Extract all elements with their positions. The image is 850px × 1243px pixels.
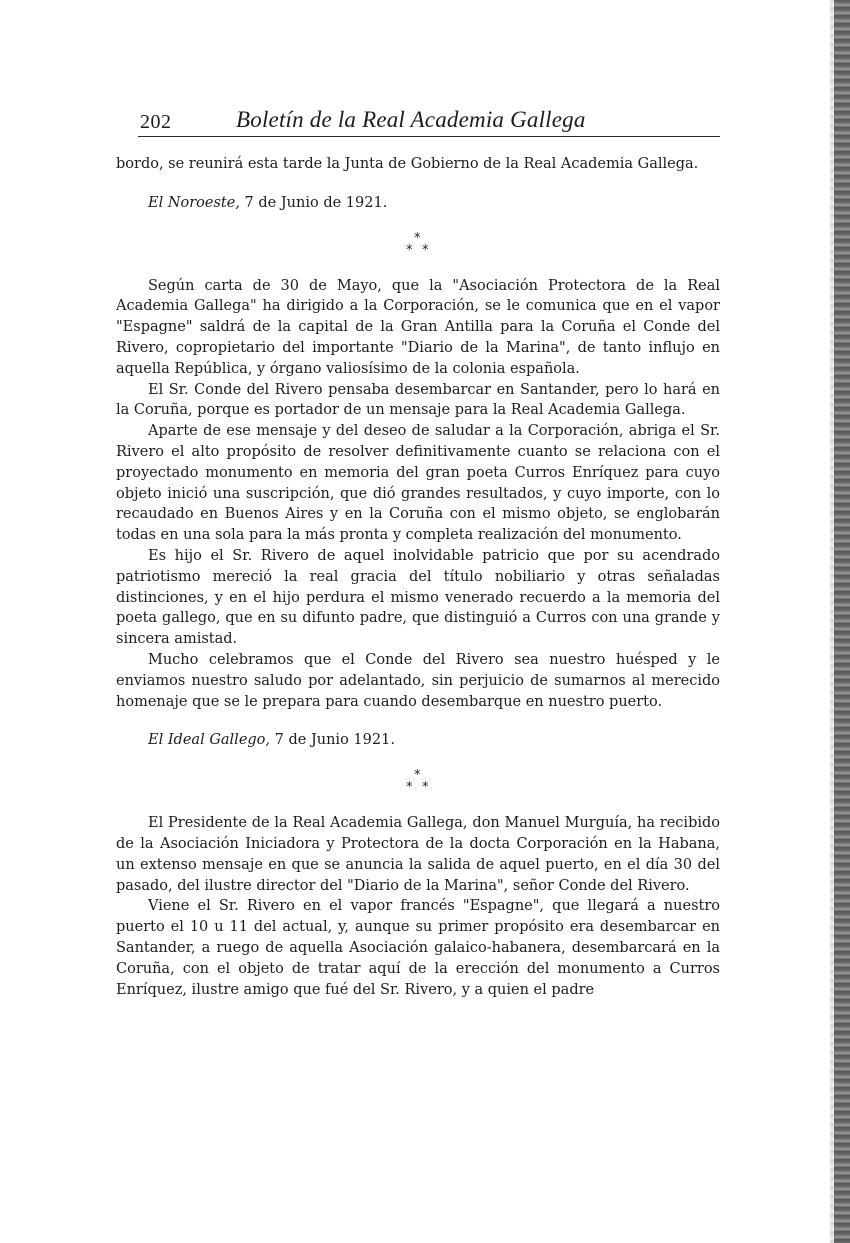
section-divider-asterisks bbox=[116, 767, 720, 797]
source-citation bbox=[116, 193, 720, 214]
newspaper-name: El Ideal Gallego, bbox=[148, 732, 271, 749]
section-divider-asterisks bbox=[116, 230, 720, 260]
page-header bbox=[138, 106, 720, 137]
paragraph: Según carta de 30 de Mayo, que la "Asociación Protectora de la Real Academia Gallega" ha dirigido a la Corporación, se le comunica que en el vapor "Espagne" saldrá de la capital de la Gran Antilla para la Coruña el Conde del Rivero, copropietario del importante "Diario de la Marina", de tanto influjo en aquella República, y órgano valiosísimo de la colonia española. bbox=[116, 277, 720, 377]
article-body bbox=[116, 154, 720, 1000]
citation-date: 7 de Junio de 1921. bbox=[239, 194, 388, 211]
paragraph: bordo, se reunirá esta tarde la Junta de Gobierno de la Real Academia Gallega. bbox=[116, 156, 699, 172]
paragraph: El Presidente de la Real Academia Gallega, don Manuel Murguía, ha recibido de la Asociación Iniciadora y Protectora de la docta Corporación en la Habana, un extenso mensaje en que se anuncia la salida de aquel puerto, en el día 30 del pasado, del ilustre director del "Diario de la Marina", señor Conde del Rivero. bbox=[116, 815, 720, 894]
paragraph: Es hijo el Sr. Rivero de aquel inolvidable patricio que por su acendrado patriotismo mereció la real gracia del título nobiliario y otras señaladas distinciones, y en el hijo perdura el mismo venerado recuerdo a la memoria del poeta gallego, que en su difunto padre, que distinguió a Curros con una grande y sincera amistad. bbox=[116, 547, 720, 648]
spacer bbox=[116, 175, 720, 193]
paragraph: Aparte de ese mensaje y del deseo de saludar a la Corporación, abriga el Sr. Rivero el alto propósito de resolver definitivamente cuanto se relaciona con el proyectado monumento en memoria del gran poeta Curros Enríquez para cuyo objeto inició una suscripción, que dió grandes resultados, y cuyo importe, con lo recaudado en Buenos Aires y en la Coruña con el mismo objeto, se englobarán todas en una sola para la más pronta y completa realización del monumento. bbox=[116, 423, 720, 544]
asterisk-icon: * bbox=[406, 242, 413, 258]
paragraph: El Sr. Conde del Rivero pensaba desembarcar en Santander, pero lo hará en la Coruña, porque es portador de un mensaje para la Real Academia Gallega. bbox=[116, 381, 720, 419]
page-number: 202 bbox=[140, 111, 172, 133]
paragraph: Mucho celebramos que el Conde del Rivero sea nuestro huésped y le enviamos nuestro saludo por adelantado, sin perjuicio de sumarnos al merecido homenaje que se le prepara para cuando desembarque en nuestro puerto. bbox=[116, 651, 720, 710]
asterisk-icon: * bbox=[422, 242, 429, 258]
running-title: Boletín de la Real Academia Gallega bbox=[236, 107, 586, 132]
paragraph: Viene el Sr. Rivero en el vapor francés "Espagne", que llegará a nuestro puerto el 10 u 11 del actual, y, aunque su primer propósito era desembarcar en Santander, a ruego de aquella Asociación galaico-habanera, desembarcará en la Coruña, con el objeto de tratar aquí de la erección del monumento a Curros Enríquez, ilustre amigo que fué del Sr. Rivero, y a quien el padre bbox=[116, 898, 720, 998]
newspaper-name: El Noroeste, bbox=[148, 194, 240, 211]
spacer bbox=[116, 712, 720, 730]
asterisk-icon: * bbox=[414, 230, 421, 246]
asterisk-icon: * bbox=[422, 780, 429, 796]
spacer bbox=[116, 751, 720, 767]
spacer bbox=[116, 260, 720, 276]
book-spine-edge bbox=[834, 0, 850, 1243]
book-spine-shadow bbox=[830, 0, 834, 1243]
spacer bbox=[116, 214, 720, 230]
asterisk-icon: * bbox=[414, 768, 421, 784]
asterisk-icon: * bbox=[406, 780, 413, 796]
source-citation bbox=[116, 730, 720, 751]
citation-date: 7 de Junio 1921. bbox=[270, 732, 395, 749]
spacer bbox=[116, 797, 720, 813]
